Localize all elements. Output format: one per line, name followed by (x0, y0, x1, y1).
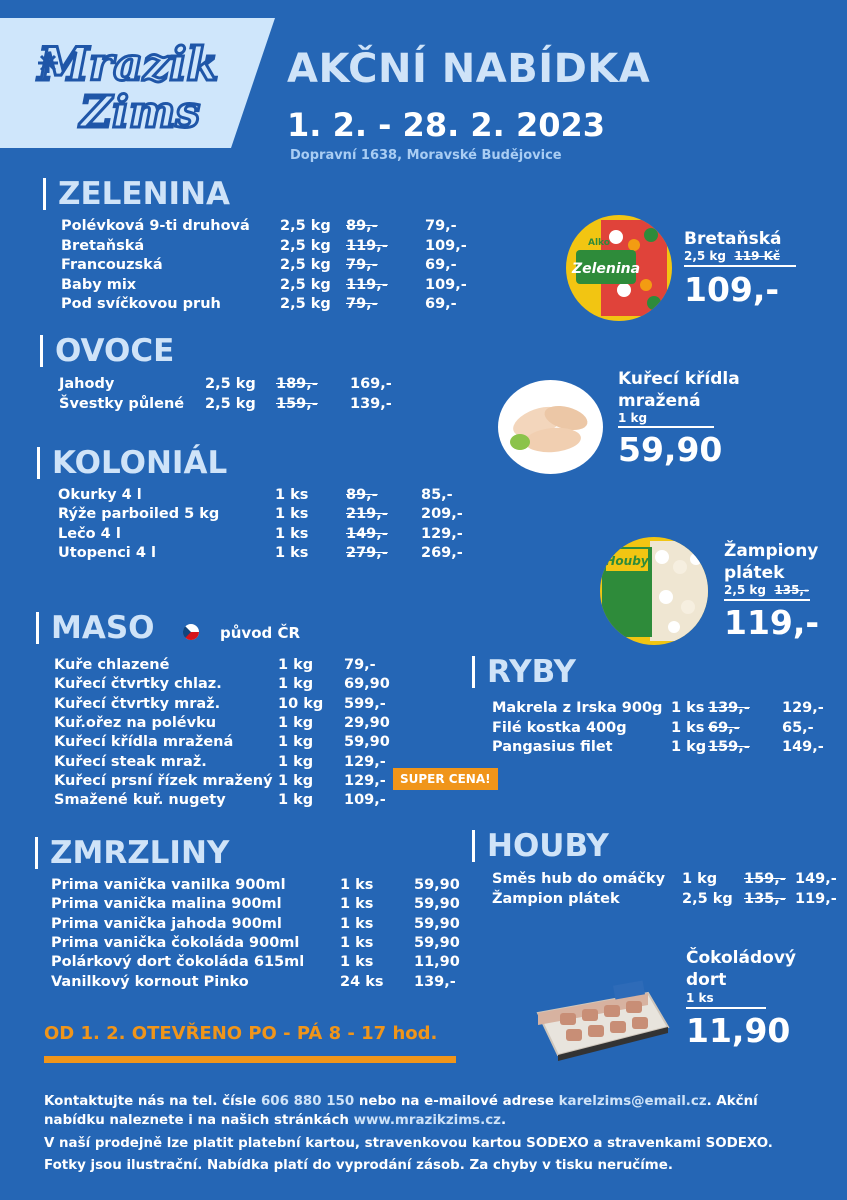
item-price: 69,90 (344, 676, 390, 693)
item-price: 59,90 (414, 915, 460, 932)
super-price-badge: SUPER CENA! (393, 768, 498, 790)
item-price: 59,90 (414, 934, 460, 951)
item-name: Pangasius filet (492, 739, 613, 755)
item-name: Směs hub do omáčky (492, 871, 666, 887)
item-old: 219,- (346, 506, 388, 523)
item-old: 139,- (708, 700, 750, 716)
item-name: Prima vanička čokoláda 900ml (51, 934, 300, 951)
offer-dates: 1. 2. - 28. 2. 2023 (287, 106, 605, 144)
promo-bretanska-old: 119 Kč (734, 249, 781, 263)
item-qty: 1 kg (278, 753, 314, 770)
promo-zampiony-divider (724, 599, 810, 601)
item-name: Prima vanička malina 900ml (51, 896, 282, 913)
item-qty: 1 ks (340, 877, 374, 893)
item-qty: 1 ks (671, 719, 705, 736)
item-qty: 1 ks (340, 896, 374, 913)
item-name: Lečo 4 l (58, 525, 121, 542)
promo-bretanska-divider (684, 265, 796, 267)
item-new: 149,- (782, 739, 824, 755)
item-price: 11,90 (414, 954, 460, 971)
promo-kridla-name1: Kuřecí křídla (618, 369, 740, 389)
item-old: 89,- (346, 487, 378, 503)
kridla-photo (498, 380, 603, 474)
item-name: Bretaňská (61, 237, 145, 254)
item-old: 189,- (276, 376, 318, 392)
item-qty: 2,5 kg (205, 376, 256, 392)
promo-kridla-divider (618, 426, 714, 428)
promo-dort-name2: dort (686, 970, 727, 990)
logo-line2: Zims (80, 87, 201, 135)
item-new: 85,- (421, 487, 453, 503)
item-old: 159,- (708, 739, 750, 755)
item-qty: 1 ks (340, 934, 374, 951)
website-link[interactable]: www.mrazikzims.cz (353, 1113, 501, 1128)
brand-label: Alko (588, 238, 610, 248)
zampiony-photo (600, 537, 708, 645)
item-name: Prima vanička vanilka 900ml (51, 877, 286, 893)
item-new: 209,- (421, 506, 463, 523)
item-old: 159,- (276, 395, 318, 412)
item-name: Rýže parboiled 5 kg (58, 506, 220, 523)
item-qty: 2,5 kg (280, 237, 331, 254)
item-new: 109,- (425, 237, 467, 254)
item-price: 79,- (344, 657, 376, 673)
item-qty: 1 ks (275, 525, 309, 542)
item-name: Utopenci 4 l (58, 544, 156, 561)
item-price: 29,90 (344, 714, 390, 731)
item-name: Smažené kuř. nugety (54, 792, 226, 809)
item-new: 139,- (350, 395, 392, 412)
item-old: 135,- (744, 890, 786, 907)
item-price: 139,- (414, 973, 456, 990)
pack-label: Zelenina (571, 261, 641, 277)
promo-kridla-meta: 1 kg (618, 411, 648, 425)
item-price: 109,- (344, 792, 386, 809)
promo-zampiony-meta (724, 583, 809, 597)
email-link[interactable]: karelzims@email.cz (558, 1094, 707, 1109)
item-name: Pod svíčkovou pruh (61, 296, 221, 313)
promo-dort-meta: 1 ks (686, 991, 714, 1005)
section-title-ovoce: OVOCE (40, 335, 174, 367)
section-title-zelenina: ZELENINA (43, 178, 230, 210)
promo-zampiony-old: 135,- (774, 583, 809, 597)
promo-zampiony-price: 119,- (724, 603, 820, 642)
section-title-kolonial: KOLONIÁL (37, 447, 227, 479)
item-price: 59,90 (414, 877, 460, 893)
item-price: 599,- (344, 695, 386, 712)
item-old: 119,- (346, 276, 388, 293)
item-old: 69,- (708, 719, 740, 736)
hours-underline (44, 1056, 456, 1063)
footer-payment: V naší prodejně lze platit platební kartou, stravenkovou kartou SODEXO a stravenkami SODEXO. (44, 1136, 773, 1151)
item-name: Prima vanička jahoda 900ml (51, 915, 282, 932)
item-new: 109,- (425, 276, 467, 293)
footer-text: . (500, 1113, 507, 1128)
item-new: 149,- (795, 871, 837, 887)
item-name: Kuřecí křídla mražená (54, 734, 234, 751)
footer-text: Kontaktujte nás na tel. čísle (44, 1094, 261, 1109)
item-price: 59,90 (414, 896, 460, 913)
item-new: 169,- (350, 376, 392, 392)
item-qty: 2,5 kg (280, 276, 331, 293)
bretanska-photo (566, 215, 672, 321)
item-name: Kuřecí čtvrtky mraž. (54, 695, 221, 712)
item-qty: 1 kg (278, 734, 314, 751)
item-qty: 2,5 kg (682, 890, 733, 907)
item-old: 279,- (346, 544, 388, 561)
item-name: Vanilkový kornout Pinko (51, 973, 249, 990)
item-old: 149,- (346, 525, 388, 542)
item-name: Filé kostka 400g (492, 719, 627, 736)
item-name: Kuř.ořez na polévku (54, 714, 217, 731)
item-price: 59,90 (344, 734, 390, 751)
item-new: 129,- (782, 700, 824, 716)
item-qty: 1 ks (671, 700, 705, 716)
item-qty: 1 ks (275, 487, 309, 503)
item-qty: 1 kg (682, 871, 718, 887)
logo-line1: Mrazik (38, 37, 219, 91)
item-name: Jahody (59, 376, 115, 392)
item-name: Makrela z Irska 900g (492, 700, 663, 716)
item-old: 79,- (346, 296, 378, 313)
item-new: 65,- (782, 719, 814, 736)
item-name: Polévková 9-ti druhová (61, 218, 250, 234)
cake-box-icon (530, 965, 670, 1065)
item-new: 79,- (425, 218, 457, 234)
promo-kridla-price: 59,90 (618, 430, 723, 469)
item-qty: 1 kg (278, 792, 314, 809)
item-qty: 2,5 kg (280, 257, 331, 274)
chicken-wings-icon (498, 380, 603, 474)
section-title-maso: MASO (36, 612, 155, 644)
page-title: AKČNÍ NABÍDKA (287, 46, 651, 92)
item-qty: 1 ks (275, 506, 309, 523)
item-qty: 1 kg (278, 714, 314, 731)
promo-dort-price: 11,90 (686, 1011, 791, 1050)
footer-disclaimer: Fotky jsou ilustrační. Nabídka platí do vyprodání zásob. Za chyby v tisku neručíme. (44, 1158, 673, 1173)
promo-zampiony-name2: plátek (724, 563, 785, 583)
item-qty: 1 ks (340, 915, 374, 932)
item-qty: 1 ks (340, 954, 374, 971)
vegetable-pack-icon (566, 215, 672, 321)
item-qty: 24 ks (340, 973, 384, 990)
footer-text: . Akční nabídku naleznete i na našich stránkách (44, 1094, 758, 1128)
item-name: Švestky půlené (59, 395, 185, 412)
phone-link[interactable]: 606 880 150 (260, 1094, 355, 1109)
item-qty: 1 kg (671, 739, 707, 755)
pack-label-houby: Houby (605, 554, 649, 568)
item-qty: 1 kg (278, 657, 314, 673)
promo-bretanska-qty: 2,5 kg (684, 249, 727, 263)
section-title-ryby: RYBY (472, 656, 576, 688)
promo-zampiony-qty: 2,5 kg (724, 583, 767, 597)
item-price: 129,- (344, 772, 386, 789)
mushroom-pack-icon (600, 537, 708, 645)
item-qty: 2,5 kg (280, 296, 331, 313)
item-name: Kuřecí čtvrtky chlaz. (54, 676, 222, 693)
item-old: 89,- (346, 218, 378, 234)
promo-dort-name1: Čokoládový (686, 948, 796, 968)
promo-zampiony-name1: Žampiony (724, 541, 819, 561)
promo-bretanska-meta (684, 249, 780, 263)
item-new: 119,- (795, 890, 837, 907)
item-qty: 1 ks (275, 544, 309, 561)
item-name: Francouzská (61, 257, 163, 274)
item-name: Kuře chlazené (54, 657, 170, 673)
item-name: Okurky 4 l (58, 487, 142, 503)
item-qty: 1 kg (278, 676, 314, 693)
origin-label: původ ČR (220, 624, 301, 642)
item-name: Žampion plátek (492, 890, 620, 907)
item-old: 119,- (346, 237, 388, 254)
item-qty: 2,5 kg (280, 218, 331, 234)
promo-bretanska-price: 109,- (684, 270, 780, 309)
czech-flag-icon (183, 624, 199, 640)
item-new: 129,- (421, 525, 463, 542)
promo-bretanska-name: Bretaňská (684, 229, 782, 249)
footer-contact (44, 1092, 814, 1130)
item-qty: 2,5 kg (205, 395, 256, 412)
item-qty: 1 kg (278, 772, 314, 789)
item-price: 129,- (344, 753, 386, 770)
item-old: 159,- (744, 871, 786, 887)
opening-hours: OD 1. 2. OTEVŘENO PO - PÁ 8 - 17 hod. (44, 1023, 438, 1044)
section-title-houby: HOUBY (472, 830, 609, 862)
item-name: Kuřecí steak mraž. (54, 753, 207, 770)
logo (30, 25, 240, 135)
item-name: Kuřecí prsní řízek mražený (54, 772, 273, 789)
item-name: Baby mix (61, 276, 137, 293)
item-new: 69,- (425, 296, 457, 313)
footer-text: nebo na e-mailové adrese (354, 1094, 559, 1109)
item-new: 69,- (425, 257, 457, 274)
item-qty: 10 kg (278, 695, 324, 712)
store-address: Dopravní 1638, Moravské Budějovice (290, 148, 562, 163)
promo-dort-divider (686, 1007, 766, 1009)
promo-kridla-name2: mražená (618, 391, 701, 411)
section-title-zmrzliny: ZMRZLINY (35, 837, 229, 869)
item-old: 79,- (346, 257, 378, 274)
item-name: Polárkový dort čokoláda 615ml (51, 954, 305, 971)
item-new: 269,- (421, 544, 463, 561)
